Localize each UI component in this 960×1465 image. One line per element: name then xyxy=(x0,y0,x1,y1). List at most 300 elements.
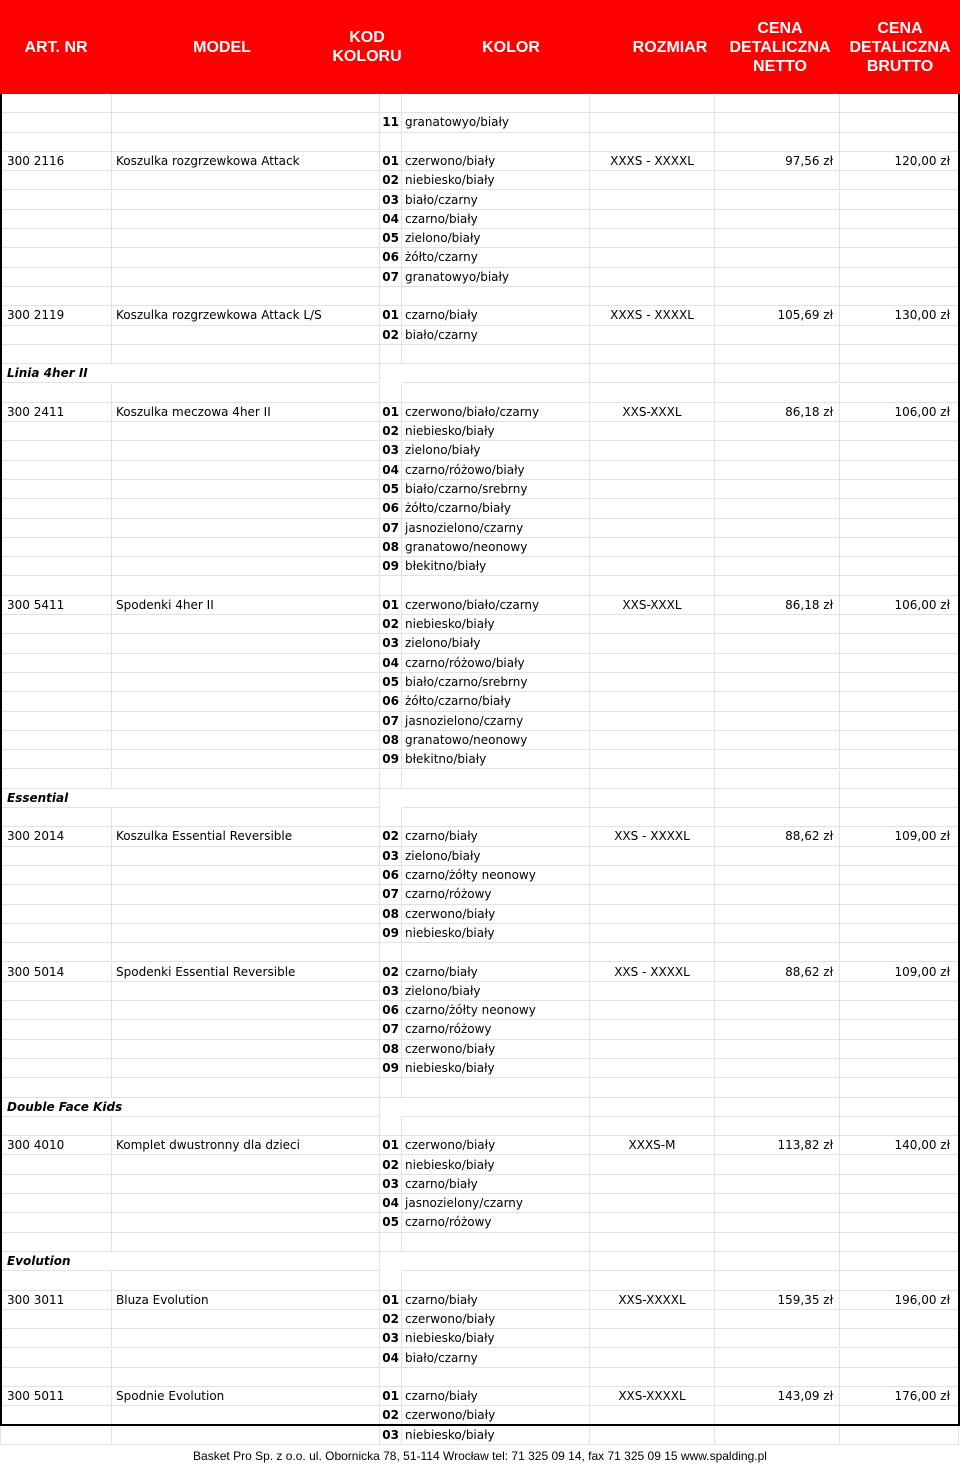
art-nr-cell xyxy=(0,924,112,943)
art-nr-cell xyxy=(0,1175,112,1194)
table-row xyxy=(0,191,960,210)
cena-brutto-cell xyxy=(840,885,959,904)
rozmiar-cell xyxy=(590,615,715,634)
kod-koloru-cell xyxy=(380,94,402,113)
rozmiar-cell xyxy=(590,1040,715,1059)
cena-brutto-cell xyxy=(840,1368,959,1387)
art-nr-cell xyxy=(0,1156,112,1175)
kod-koloru-cell: 03 xyxy=(380,191,402,210)
rozmiar-cell xyxy=(590,384,715,403)
rozmiar-cell xyxy=(590,519,715,538)
cena-netto-cell: 86,18 zł xyxy=(715,596,840,615)
cena-brutto-cell xyxy=(840,364,959,383)
rozmiar-cell xyxy=(590,924,715,943)
model-cell xyxy=(112,943,380,962)
kolor-cell: granatowyo/biały xyxy=(402,268,590,287)
kod-koloru-cell: 07 xyxy=(380,885,402,904)
table-row xyxy=(0,1349,960,1368)
cena-brutto-cell xyxy=(840,171,959,190)
art-nr-cell xyxy=(0,808,112,827)
kolor-cell: żółto/czarno/biały xyxy=(402,499,590,518)
kod-koloru-cell: 01 xyxy=(380,306,402,325)
kolor-cell: czarno/biały xyxy=(402,963,590,982)
rozmiar-cell xyxy=(590,866,715,885)
spacer-row xyxy=(0,384,960,403)
cena-netto-cell xyxy=(715,924,840,943)
table-row xyxy=(0,654,960,673)
art-nr-cell xyxy=(0,191,112,210)
kolor-cell xyxy=(402,577,590,596)
cena-netto-cell xyxy=(715,750,840,769)
rozmiar-cell xyxy=(590,268,715,287)
cena-netto-cell xyxy=(715,422,840,441)
cena-netto-cell xyxy=(715,538,840,557)
model-cell: Koszulka Essential Reversible xyxy=(112,827,380,846)
model-cell xyxy=(112,750,380,769)
art-nr-cell xyxy=(0,171,112,190)
table-row xyxy=(0,1001,960,1020)
spacer-row xyxy=(0,1368,960,1387)
kod-koloru-cell xyxy=(380,1271,402,1290)
cena-brutto-cell: 120,00 zł xyxy=(840,152,959,171)
spacer-row xyxy=(0,577,960,596)
kolor-cell xyxy=(402,789,590,808)
kolor-cell: zielono/biały xyxy=(402,441,590,460)
cena-brutto-cell xyxy=(840,1213,959,1232)
art-nr-cell xyxy=(0,1117,112,1136)
kolor-cell xyxy=(402,1078,590,1097)
cena-brutto-cell xyxy=(840,692,959,711)
cena-netto-cell xyxy=(715,345,840,364)
model-cell xyxy=(112,191,380,210)
kolor-cell: czerwono/biało/czarny xyxy=(402,596,590,615)
kolor-cell: żółto/czarny xyxy=(402,248,590,267)
kod-koloru-cell: 01 xyxy=(380,1387,402,1406)
art-nr-cell xyxy=(0,1213,112,1232)
table-row xyxy=(0,866,960,885)
rozmiar-cell xyxy=(590,171,715,190)
model-cell xyxy=(112,1426,380,1445)
cena-netto-cell xyxy=(715,1175,840,1194)
rozmiar-cell xyxy=(590,364,715,383)
cena-netto-cell xyxy=(715,1059,840,1078)
cena-brutto-cell xyxy=(840,750,959,769)
cena-brutto-cell: 109,00 zł xyxy=(840,827,959,846)
spacer-row xyxy=(0,943,960,962)
table-row xyxy=(0,306,960,325)
table-row xyxy=(0,1020,960,1039)
table-row xyxy=(0,885,960,904)
table-row xyxy=(0,519,960,538)
table-row xyxy=(0,113,960,132)
art-nr-cell xyxy=(0,1078,112,1097)
cena-brutto-cell xyxy=(840,229,959,248)
rozmiar-cell xyxy=(590,1078,715,1097)
cena-netto-cell xyxy=(715,480,840,499)
kolor-cell: granatowyo/biały xyxy=(402,113,590,132)
cena-netto-cell xyxy=(715,268,840,287)
rozmiar-cell xyxy=(590,538,715,557)
kolor-cell: czarno/żółty neonowy xyxy=(402,866,590,885)
kod-koloru-cell xyxy=(380,1368,402,1387)
kolor-cell xyxy=(402,384,590,403)
cena-brutto-cell xyxy=(840,441,959,460)
cena-brutto-cell xyxy=(840,326,959,345)
cena-netto-cell xyxy=(715,1271,840,1290)
kod-koloru-cell: 07 xyxy=(380,1020,402,1039)
rozmiar-cell: XXS - XXXXL xyxy=(590,963,715,982)
cena-netto-cell xyxy=(715,1213,840,1232)
cena-netto-cell xyxy=(715,499,840,518)
section-row xyxy=(0,364,960,383)
spacer-row xyxy=(0,1078,960,1097)
cena-brutto-cell xyxy=(840,1001,959,1020)
model-cell xyxy=(112,287,380,306)
kod-koloru-cell: 02 xyxy=(380,171,402,190)
section-row xyxy=(0,789,960,808)
kod-koloru-cell: 07 xyxy=(380,712,402,731)
kolor-cell: czarno/różowy xyxy=(402,1020,590,1039)
model-cell xyxy=(112,1117,380,1136)
kolor-cell: granatowo/neonowy xyxy=(402,538,590,557)
rozmiar-cell xyxy=(590,731,715,750)
cena-netto-cell xyxy=(715,94,840,113)
kod-koloru-cell: 03 xyxy=(380,634,402,653)
cena-brutto-cell xyxy=(840,191,959,210)
model-cell xyxy=(112,712,380,731)
spacer-row xyxy=(0,345,960,364)
rozmiar-cell xyxy=(590,847,715,866)
kolor-cell: jasnozielony/czarny xyxy=(402,1194,590,1213)
rozmiar-cell xyxy=(590,1020,715,1039)
cena-netto-cell xyxy=(715,557,840,576)
art-nr-cell xyxy=(0,654,112,673)
spacer-row xyxy=(0,808,960,827)
table-row xyxy=(0,712,960,731)
cena-netto-cell: 88,62 zł xyxy=(715,963,840,982)
table-row xyxy=(0,210,960,229)
kolor-cell: niebiesko/biały xyxy=(402,422,590,441)
cena-brutto-cell xyxy=(840,770,959,789)
cena-brutto-cell xyxy=(840,1349,959,1368)
kolor-cell: czerwono/biało/czarny xyxy=(402,403,590,422)
cena-netto-cell xyxy=(715,441,840,460)
kod-koloru-cell: 01 xyxy=(380,152,402,171)
cena-netto-cell xyxy=(715,364,840,383)
model-cell xyxy=(112,229,380,248)
cena-netto-cell xyxy=(715,287,840,306)
kod-koloru-cell: 06 xyxy=(380,248,402,267)
kolor-cell: czarno/różowo/biały xyxy=(402,654,590,673)
rozmiar-cell xyxy=(590,692,715,711)
kolor-cell: czerwono/biały xyxy=(402,1040,590,1059)
section-row xyxy=(0,1252,960,1271)
kod-koloru-cell xyxy=(380,1117,402,1136)
rozmiar-cell xyxy=(590,885,715,904)
model-cell xyxy=(112,1213,380,1232)
header-kolor: KOLOR xyxy=(482,38,540,56)
kolor-cell: czerwono/biały xyxy=(402,1136,590,1155)
model-cell xyxy=(112,654,380,673)
kolor-cell xyxy=(402,943,590,962)
model-cell xyxy=(112,519,380,538)
table-row xyxy=(0,1040,960,1059)
kolor-cell: czarno/biały xyxy=(402,1291,590,1310)
cena-netto-cell xyxy=(715,1194,840,1213)
cena-netto-cell xyxy=(715,885,840,904)
rozmiar-cell xyxy=(590,750,715,769)
kod-koloru-cell: 03 xyxy=(380,982,402,1001)
table-row xyxy=(0,422,960,441)
rozmiar-cell xyxy=(590,1233,715,1252)
cena-brutto-cell xyxy=(840,789,959,808)
rozmiar-cell xyxy=(590,557,715,576)
kolor-cell xyxy=(402,808,590,827)
rozmiar-cell xyxy=(590,345,715,364)
cena-netto-cell xyxy=(715,384,840,403)
header-art-nr: ART. NR xyxy=(24,38,88,56)
section-title: Linia 4her II xyxy=(0,364,380,383)
kod-koloru-cell: 06 xyxy=(380,866,402,885)
kolor-cell: czarno/biały xyxy=(402,306,590,325)
art-nr-cell xyxy=(0,287,112,306)
art-nr-cell xyxy=(0,750,112,769)
table-row xyxy=(0,403,960,422)
table-row xyxy=(0,1136,960,1155)
model-cell xyxy=(112,1349,380,1368)
kolor-cell: czerwono/biały xyxy=(402,1406,590,1425)
cena-netto-cell xyxy=(715,1349,840,1368)
kod-koloru-cell xyxy=(380,808,402,827)
kolor-cell: zielono/biały xyxy=(402,847,590,866)
cena-brutto-cell xyxy=(840,422,959,441)
kolor-cell xyxy=(402,345,590,364)
rozmiar-cell xyxy=(590,1329,715,1348)
cena-netto-cell xyxy=(715,1040,840,1059)
header-rozmiar: ROZMIAR xyxy=(632,38,708,56)
cena-netto-cell: 105,69 zł xyxy=(715,306,840,325)
art-nr-cell: 300 5411 xyxy=(0,596,112,615)
kod-koloru-cell: 08 xyxy=(380,538,402,557)
cena-brutto-cell: 140,00 zł xyxy=(840,1136,959,1155)
table-row xyxy=(0,1310,960,1329)
model-cell xyxy=(112,345,380,364)
art-nr-cell xyxy=(0,133,112,152)
art-nr-cell xyxy=(0,905,112,924)
kod-koloru-cell: 08 xyxy=(380,731,402,750)
rozmiar-cell xyxy=(590,673,715,692)
model-cell: Spodnie Evolution xyxy=(112,1387,380,1406)
cena-brutto-cell xyxy=(840,1271,959,1290)
cena-netto-cell xyxy=(715,770,840,789)
kod-koloru-cell: 02 xyxy=(380,1156,402,1175)
model-cell: Koszulka rozgrzewkowa Attack L/S xyxy=(112,306,380,325)
cena-netto-cell xyxy=(715,461,840,480)
cena-brutto-cell xyxy=(840,905,959,924)
table-row xyxy=(0,847,960,866)
kod-koloru-cell: 07 xyxy=(380,519,402,538)
rozmiar-cell xyxy=(590,1117,715,1136)
kolor-cell: biało/czarno/srebrny xyxy=(402,673,590,692)
cena-netto-cell: 143,09 zł xyxy=(715,1387,840,1406)
art-nr-cell xyxy=(0,692,112,711)
kod-koloru-cell: 02 xyxy=(380,963,402,982)
model-cell xyxy=(112,480,380,499)
cena-brutto-cell xyxy=(840,847,959,866)
rozmiar-cell xyxy=(590,461,715,480)
spacer-row xyxy=(0,770,960,789)
kod-koloru-cell: 09 xyxy=(380,557,402,576)
model-cell xyxy=(112,557,380,576)
cena-netto-cell xyxy=(715,1117,840,1136)
art-nr-cell xyxy=(0,210,112,229)
rozmiar-cell xyxy=(590,133,715,152)
model-cell xyxy=(112,1194,380,1213)
cena-brutto-cell xyxy=(840,538,959,557)
cena-netto-cell xyxy=(715,171,840,190)
rozmiar-cell xyxy=(590,1349,715,1368)
kolor-cell: granatowo/neonowy xyxy=(402,731,590,750)
model-cell xyxy=(112,1078,380,1097)
art-nr-cell xyxy=(0,847,112,866)
kod-koloru-cell: 02 xyxy=(380,1406,402,1425)
kolor-cell: czarno/żółty neonowy xyxy=(402,1001,590,1020)
kolor-cell: jasnozielono/czarny xyxy=(402,519,590,538)
art-nr-cell xyxy=(0,1349,112,1368)
cena-netto-cell xyxy=(715,229,840,248)
kolor-cell: niebiesko/biały xyxy=(402,1426,590,1445)
cena-brutto-cell xyxy=(840,1020,959,1039)
cena-brutto-cell xyxy=(840,1233,959,1252)
model-cell xyxy=(112,770,380,789)
kolor-cell: błekitno/biały xyxy=(402,750,590,769)
kod-koloru-cell xyxy=(380,384,402,403)
cena-brutto-cell xyxy=(840,1117,959,1136)
kolor-cell: czarno/biały xyxy=(402,827,590,846)
cena-netto-cell xyxy=(715,866,840,885)
cena-netto-cell xyxy=(715,847,840,866)
cena-brutto-cell: 130,00 zł xyxy=(840,306,959,325)
model-cell xyxy=(112,133,380,152)
model-cell xyxy=(112,248,380,267)
kolor-cell: biało/czarny xyxy=(402,1349,590,1368)
cena-brutto-cell xyxy=(840,1426,959,1445)
kod-koloru-cell: 05 xyxy=(380,673,402,692)
rozmiar-cell xyxy=(590,1252,715,1271)
kolor-cell: czarno/różowy xyxy=(402,1213,590,1232)
cena-netto-cell xyxy=(715,673,840,692)
kolor-cell xyxy=(402,287,590,306)
rozmiar-cell xyxy=(590,1368,715,1387)
table-row xyxy=(0,1329,960,1348)
rozmiar-cell xyxy=(590,577,715,596)
rozmiar-cell xyxy=(590,229,715,248)
rozmiar-cell xyxy=(590,113,715,132)
art-nr-cell xyxy=(0,1406,112,1425)
table-row xyxy=(0,750,960,769)
cena-brutto-cell xyxy=(840,499,959,518)
art-nr-cell xyxy=(0,461,112,480)
art-nr-cell xyxy=(0,866,112,885)
table-row xyxy=(0,924,960,943)
kolor-cell xyxy=(402,133,590,152)
model-cell xyxy=(112,1406,380,1425)
art-nr-cell xyxy=(0,499,112,518)
kod-koloru-cell: 05 xyxy=(380,1213,402,1232)
kod-koloru-cell xyxy=(380,1233,402,1252)
rozmiar-cell: XXXS-M xyxy=(590,1136,715,1155)
rozmiar-cell xyxy=(590,789,715,808)
rozmiar-cell xyxy=(590,634,715,653)
kod-koloru-cell: 09 xyxy=(380,924,402,943)
kolor-cell: czarno/biały xyxy=(402,1387,590,1406)
cena-brutto-cell xyxy=(840,808,959,827)
kod-koloru-cell: 03 xyxy=(380,1426,402,1445)
rozmiar-cell xyxy=(590,1098,715,1117)
cena-brutto-cell xyxy=(840,461,959,480)
model-cell xyxy=(112,268,380,287)
cena-brutto-cell xyxy=(840,557,959,576)
art-nr-cell xyxy=(0,1329,112,1348)
cena-netto-cell xyxy=(715,326,840,345)
art-nr-cell xyxy=(0,770,112,789)
kod-koloru-cell xyxy=(380,133,402,152)
art-nr-cell xyxy=(0,615,112,634)
cena-netto-cell: 88,62 zł xyxy=(715,827,840,846)
kolor-cell: biało/czarno/srebrny xyxy=(402,480,590,499)
cena-netto-cell xyxy=(715,943,840,962)
kolor-cell: niebiesko/biały xyxy=(402,1329,590,1348)
art-nr-cell xyxy=(0,982,112,1001)
cena-brutto-cell xyxy=(840,866,959,885)
cena-brutto-cell xyxy=(840,731,959,750)
cena-brutto-cell xyxy=(840,634,959,653)
model-cell xyxy=(112,1310,380,1329)
cena-netto-cell xyxy=(715,692,840,711)
cena-brutto-cell xyxy=(840,480,959,499)
kod-koloru-cell: 03 xyxy=(380,847,402,866)
art-nr-cell xyxy=(0,1426,112,1445)
cena-netto-cell xyxy=(715,210,840,229)
kolor-cell xyxy=(402,1098,590,1117)
model-cell xyxy=(112,847,380,866)
table-row xyxy=(0,634,960,653)
table-row xyxy=(0,673,960,692)
kolor-cell xyxy=(402,364,590,383)
art-nr-cell xyxy=(0,1368,112,1387)
rozmiar-cell xyxy=(590,1271,715,1290)
model-cell xyxy=(112,441,380,460)
table-row xyxy=(0,480,960,499)
model-cell xyxy=(112,171,380,190)
kolor-cell: czarno/biały xyxy=(402,210,590,229)
spacer-row xyxy=(0,287,960,306)
art-nr-cell xyxy=(0,441,112,460)
rozmiar-cell xyxy=(590,191,715,210)
cena-netto-cell xyxy=(715,133,840,152)
rozmiar-cell xyxy=(590,499,715,518)
model-cell xyxy=(112,1156,380,1175)
kod-koloru-cell: 06 xyxy=(380,499,402,518)
model-cell xyxy=(112,1271,380,1290)
cena-brutto-cell: 106,00 zł xyxy=(840,403,959,422)
cena-netto-cell xyxy=(715,712,840,731)
rozmiar-cell: XXS - XXXXL xyxy=(590,827,715,846)
rozmiar-cell xyxy=(590,808,715,827)
art-nr-cell: 300 2411 xyxy=(0,403,112,422)
art-nr-cell xyxy=(0,422,112,441)
kod-koloru-cell: 04 xyxy=(380,1194,402,1213)
